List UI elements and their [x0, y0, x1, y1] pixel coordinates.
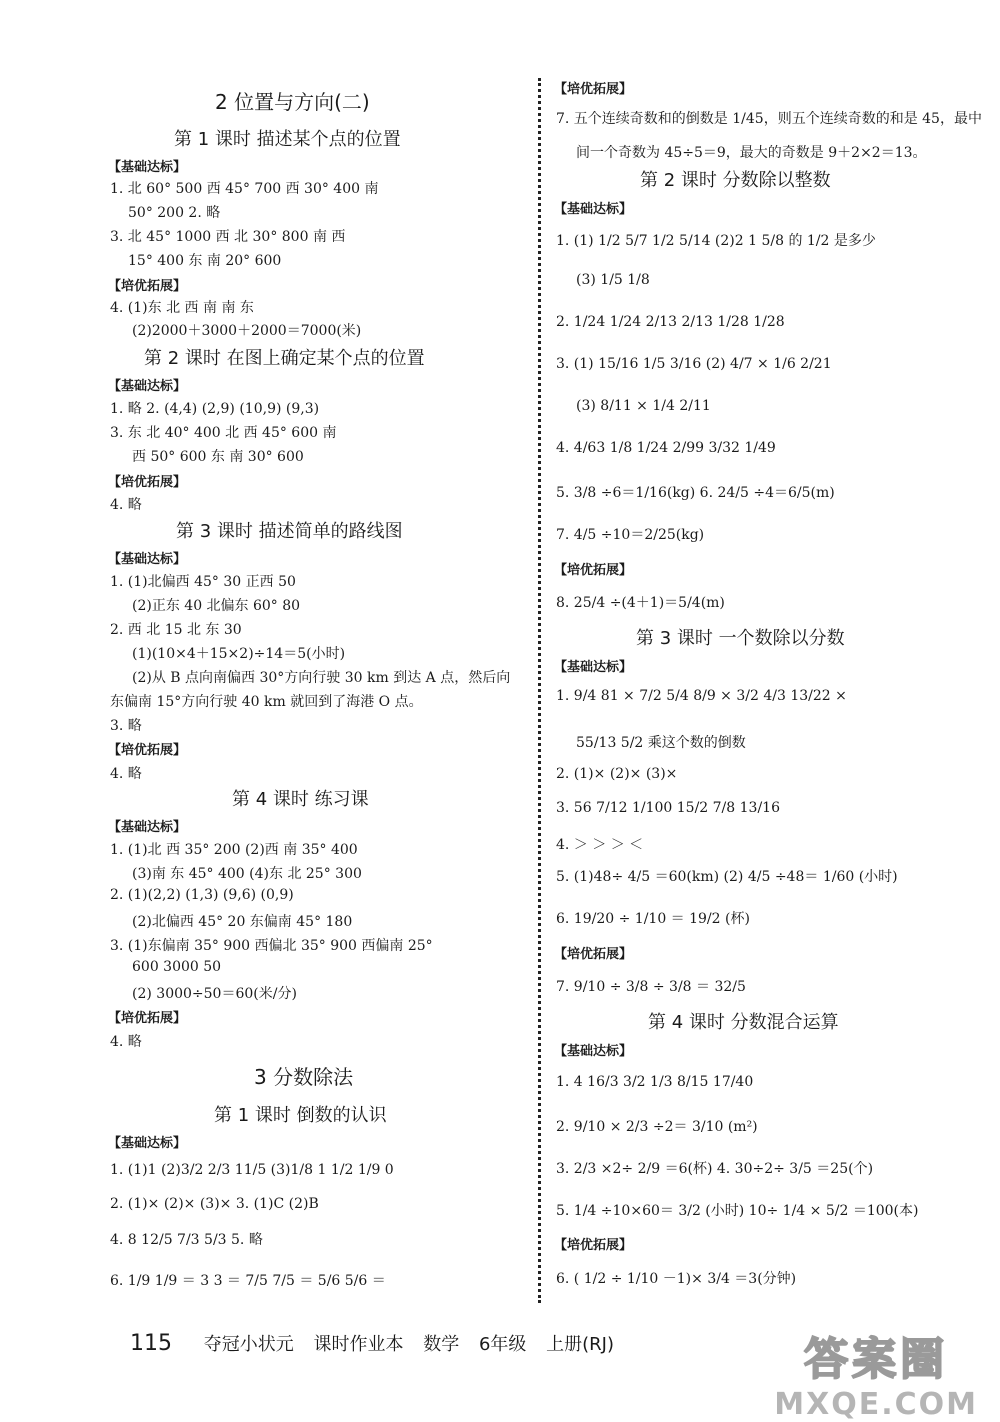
chapter-2-title: 2 位置与方向(二) — [215, 90, 370, 114]
answer-line: (2)2000＋3000＋2000＝7000(米) — [132, 323, 362, 339]
answer-line: 5. 1/4 ÷10×60＝ 3/2 (小时) 10÷ 1/4 × 5/2 ＝100(本) — [556, 1203, 919, 1219]
answer-line: 4. (1)东 北 西 南 南 东 — [110, 300, 254, 316]
lesson-2-title: 第 2 课时 分数除以整数 — [640, 170, 831, 191]
answer-line: 3. 56 7/12 1/100 15/2 7/8 13/16 — [556, 800, 780, 816]
basic-tag: 【基础达标】 — [108, 1136, 187, 1151]
chapter-3-lesson-1-title: 第 1 课时 倒数的认识 — [214, 1105, 387, 1126]
answer-line: 4. 略 — [110, 497, 142, 513]
basic-tag: 【基础达标】 — [554, 202, 633, 217]
basic-tag: 【基础达标】 — [108, 160, 187, 175]
answer-line: 东偏南 15°方向行驶 40 km 就回到了海港 O 点。 — [110, 694, 423, 710]
answer-line: 600 3000 50 — [132, 959, 222, 975]
answer-line: (3) 1/5 1/8 — [576, 272, 650, 288]
extension-tag: 【培优拓展】 — [554, 1238, 633, 1253]
answer-line: 2. (1)× (2)× (3)× — [556, 766, 678, 782]
answer-line: (2)从 B 点向南偏西 30°方向行驶 30 km 到达 A 点，然后向 — [132, 670, 511, 686]
extension-tag: 【培优拓展】 — [108, 1011, 187, 1026]
lesson-3-title: 第 3 课时 一个数除以分数 — [636, 628, 845, 649]
answer-line: 2. 9/10 × 2/3 ÷2＝ 3/10 (m²) — [556, 1119, 758, 1135]
answer-line: 3. 略 — [110, 718, 142, 734]
answer-line: 3. 北 45° 1000 西 北 30° 800 南 西 — [110, 229, 346, 245]
extension-tag: 【培优拓展】 — [554, 82, 633, 97]
answer-line: 3. 东 北 40° 400 北 西 45° 600 南 — [110, 425, 337, 441]
answer-line: (2) 3000÷50＝60(米/分) — [132, 986, 297, 1002]
answer-line: 2. (1)(2,2) (1,3) (9,6) (0,9) — [110, 887, 294, 903]
answer-line: (1)(10×4＋15×2)÷14＝5(小时) — [132, 646, 346, 662]
answer-line: (3)南 东 45° 400 (4)东 北 25° 300 — [132, 866, 362, 882]
answer-line: 4. 4/63 1/8 1/24 2/99 3/32 1/49 — [556, 440, 776, 456]
answer-line: 1. (1)北 西 35° 200 (2)西 南 35° 400 — [110, 842, 358, 858]
lesson-4-title: 第 4 课时 分数混合运算 — [648, 1012, 839, 1033]
answer-line: 1. 略 2. (4,4) (2,9) (10,9) (9,3) — [110, 401, 320, 417]
answer-line: 2. (1)× (2)× (3)× 3. (1)C (2)B — [110, 1196, 319, 1212]
answer-line: 8. 25/4 ÷(4＋1)＝5/4(m) — [556, 595, 725, 611]
answer-line: 间一个奇数为 45÷5＝9，最大的奇数是 9＋2×2＝13。 — [576, 145, 927, 161]
answer-line: 15° 400 东 南 20° 600 — [128, 253, 282, 269]
answer-line: 6. 19/20 ÷ 1/10 ＝ 19/2 (杯) — [556, 911, 750, 927]
answer-line: 1. (1)1 (2)3/2 2/3 11/5 (3)1/8 1 1/2 1/9 0 — [110, 1162, 394, 1178]
watermark-url: MXQE.COM — [774, 1387, 978, 1422]
term: 上册(RJ) — [546, 1334, 614, 1355]
basic-tag: 【基础达标】 — [108, 552, 187, 567]
extension-tag: 【培优拓展】 — [554, 947, 633, 962]
answer-line: (2)北偏西 45° 20 东偏南 45° 180 — [132, 914, 353, 930]
answer-line: 1. 4 16/3 3/2 1/3 8/15 17/40 — [556, 1074, 754, 1090]
page-footer — [130, 1330, 628, 1356]
answer-line: 2. 西 北 15 北 东 30 — [110, 622, 242, 638]
lesson-1-title: 第 1 课时 描述某个点的位置 — [174, 129, 401, 150]
answer-line: 7. 五个连续奇数和的倒数是 1/45，则五个连续奇数的和是 45，最中 — [556, 111, 982, 127]
answer-line: 1. 9/4 81 × 7/2 5/4 8/9 × 3/2 4/3 13/22 × — [556, 688, 847, 704]
basic-tag: 【基础达标】 — [108, 379, 187, 394]
basic-tag: 【基础达标】 — [554, 660, 633, 675]
answer-line: 3. (1)东偏南 35° 900 西偏北 35° 900 西偏南 25° — [110, 938, 433, 954]
subject: 数学 — [423, 1334, 460, 1355]
answer-line: 6. 1/9 1/9 ＝ 3 3 ＝ 7/5 7/5 ＝ 5/6 5/6 ＝ — [110, 1273, 386, 1289]
answer-line: 2. 1/24 1/24 2/13 2/13 1/28 1/28 — [556, 314, 785, 330]
answer-line: 1. (1)北偏西 45° 30 正西 50 — [110, 574, 296, 590]
brand-name: 夺冠小状元 — [203, 1334, 294, 1355]
chapter-3-title: 3 分数除法 — [254, 1065, 354, 1089]
answer-line: 5. (1)48÷ 4/5 ＝60(km) (2) 4/5 ÷48＝ 1/60 (小时) — [556, 869, 898, 885]
answer-line: 1. 北 60° 500 西 45° 700 西 30° 400 南 — [110, 181, 379, 197]
watermark-logo: 答案圈 — [804, 1334, 949, 1385]
answer-line: 50° 200 2. 略 — [128, 205, 221, 221]
extension-tag: 【培优拓展】 — [108, 475, 187, 490]
column-divider — [538, 78, 541, 1303]
grade: 6年级 — [478, 1334, 527, 1355]
basic-tag: 【基础达标】 — [108, 820, 187, 835]
answer-line: 3. 2/3 ×2÷ 2/9 ＝6(杯) 4. 30÷2÷ 3/5 ＝25(个) — [556, 1161, 874, 1177]
basic-tag: 【基础达标】 — [554, 1044, 633, 1059]
extension-tag: 【培优拓展】 — [108, 279, 187, 294]
lesson-2-title: 第 2 课时 在图上确定某个点的位置 — [144, 348, 425, 369]
watermark — [774, 1323, 978, 1422]
answer-line: 3. (1) 15/16 1/5 3/16 (2) 4/7 × 1/6 2/21 — [556, 356, 832, 372]
answer-line: (3) 8/11 × 1/4 2/11 — [576, 398, 711, 414]
answer-line: 4. ＞ ＞ ＞ ＜ — [556, 837, 644, 853]
answer-line: 55/13 5/2 乘这个数的倒数 — [576, 735, 746, 751]
answer-line: 7. 4/5 ÷10＝2/25(kg) — [556, 527, 705, 543]
extension-tag: 【培优拓展】 — [108, 743, 187, 758]
answer-line: 4. 略 — [110, 1034, 142, 1050]
lesson-4-title: 第 4 课时 练习课 — [232, 789, 369, 810]
answer-line: 7. 9/10 ÷ 3/8 ÷ 3/8 ＝ 32/5 — [556, 979, 746, 995]
answer-line: 4. 8 12/5 7/3 5/3 5. 略 — [110, 1232, 263, 1248]
answer-line: 6. ( 1/2 ÷ 1/10 －1)× 3/4 ＝3(分钟) — [556, 1271, 797, 1287]
book-name: 课时作业本 — [313, 1334, 404, 1355]
lesson-3-title: 第 3 课时 描述简单的路线图 — [176, 521, 403, 542]
page-number: 115 — [130, 1331, 172, 1356]
answer-line: 4. 略 — [110, 766, 142, 782]
answer-line: 5. 3/8 ÷6＝1/16(kg) 6. 24/5 ÷4＝6/5(m) — [556, 485, 835, 501]
answer-line: 西 50° 600 东 南 30° 600 — [132, 449, 304, 465]
extension-tag: 【培优拓展】 — [554, 563, 633, 578]
answer-line: 1. (1) 1/2 5/7 1/2 5/14 (2)2 1 5/8 的 1/2 是多少 — [556, 233, 876, 249]
answer-line: (2)正东 40 北偏东 60° 80 — [132, 598, 301, 614]
